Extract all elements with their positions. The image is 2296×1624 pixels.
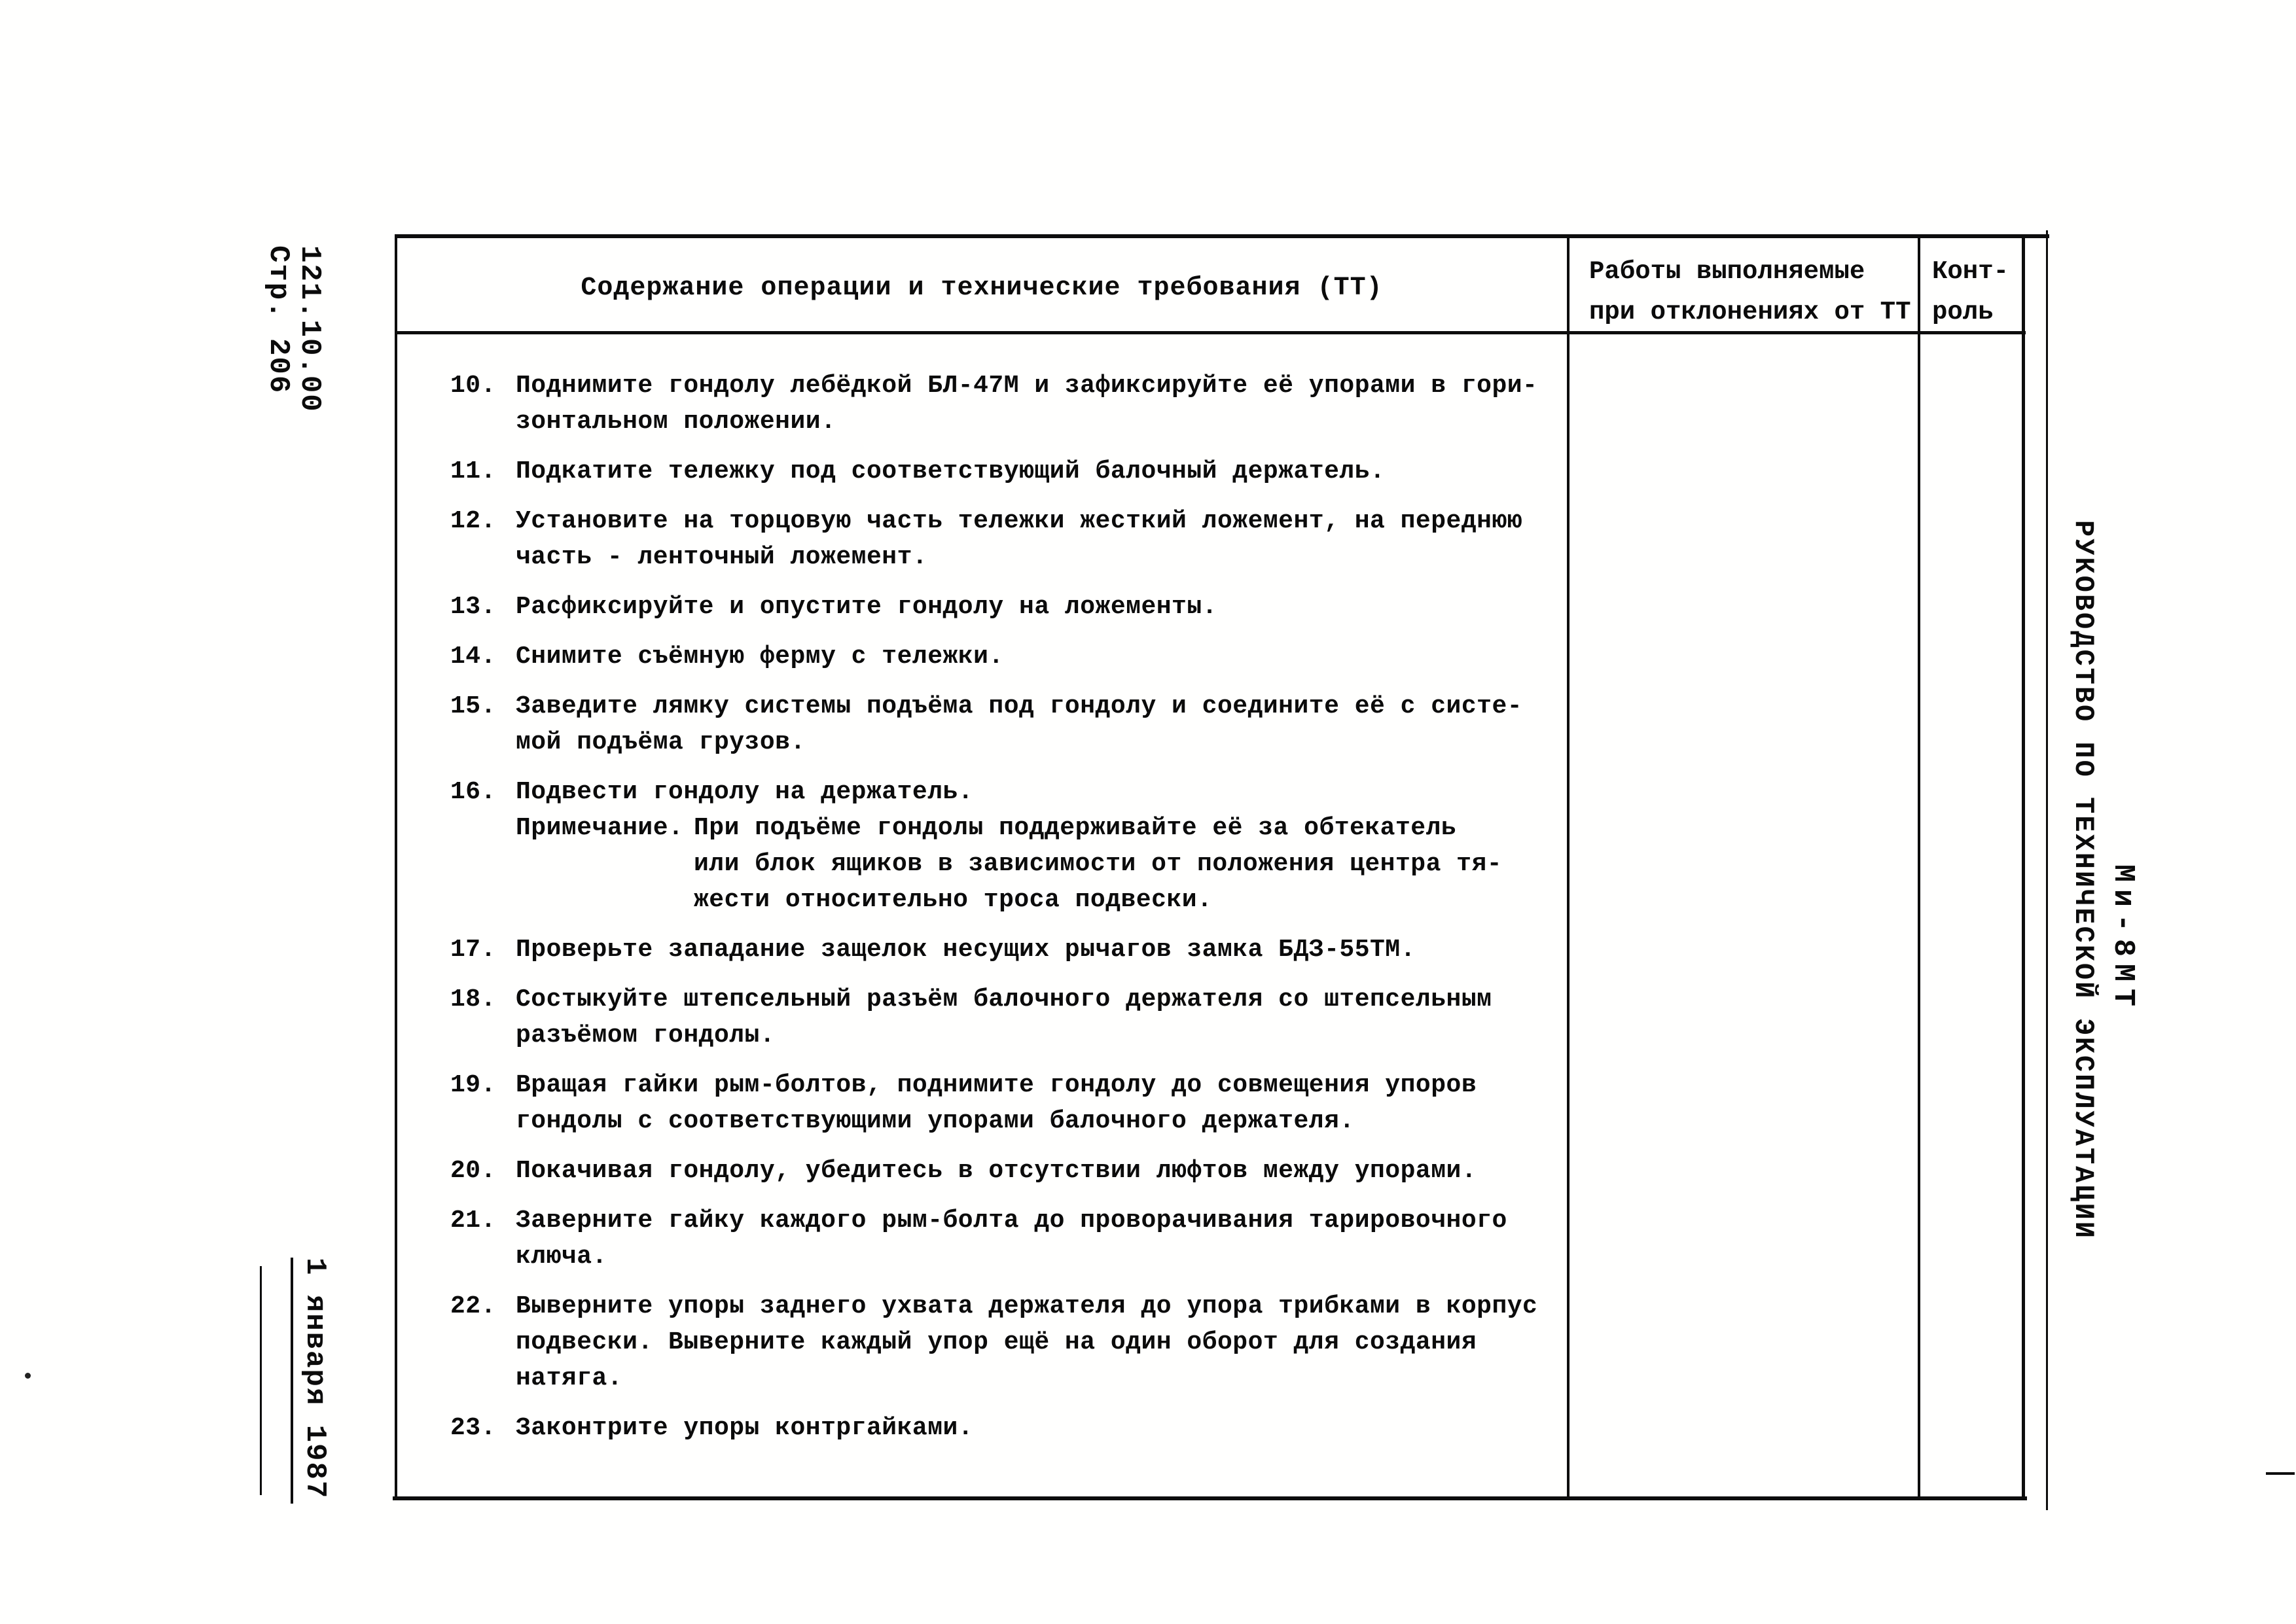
item-text-line: натяга. — [516, 1364, 623, 1392]
operation-item — [450, 932, 1558, 968]
item-text — [516, 503, 1558, 575]
item-number: 14. — [450, 643, 496, 671]
aircraft-model: Ми-8МТ — [2106, 864, 2140, 1014]
item-number: 19. — [450, 1071, 496, 1099]
operation-item — [450, 453, 1558, 489]
item-text-line: Состыкуйте штепсельный разъём балочного держателя со штепсельным — [516, 985, 1492, 1014]
column-header-control-line1: Конт- — [1932, 257, 2009, 286]
operation-item — [450, 1288, 1558, 1396]
operation-item — [450, 1410, 1558, 1446]
operation-item — [450, 688, 1558, 760]
operation-item — [450, 589, 1558, 625]
operation-item — [450, 981, 1558, 1053]
operation-item — [450, 1203, 1558, 1275]
item-text — [516, 368, 1558, 440]
page-edge-line — [2046, 230, 2048, 1510]
item-text — [516, 688, 1558, 760]
operation-item — [450, 368, 1558, 440]
column-header-control — [1932, 251, 2009, 332]
item-text — [516, 932, 1558, 968]
item-text-line: гондолы с соответствующими упорами балочного держателя. — [516, 1107, 1355, 1135]
operation-item — [450, 774, 1558, 918]
item-text-line: Выверните упоры заднего ухвата держателя до упора трибками в корпус — [516, 1292, 1538, 1320]
item-number: 17. — [450, 936, 496, 964]
item-text — [516, 981, 1558, 1053]
column-header-deviations — [1589, 251, 1910, 332]
manual-title: РУКОВОДСТВО ПО ТЕХНИЧЕСКОЙ ЭКСПЛУАТАЦИИ — [2068, 520, 2099, 1240]
item-text-line: ключа. — [516, 1243, 607, 1271]
item-text-line: Вращая гайки рым-болтов, поднимите гондолу до совмещения упоров — [516, 1071, 1477, 1099]
page-number: Стр. 206 — [262, 245, 295, 395]
item-number: 21. — [450, 1207, 496, 1235]
item-number: 10. — [450, 372, 496, 400]
operation-item — [450, 639, 1558, 675]
effective-date: 1 января 1987 — [291, 1258, 331, 1504]
column-divider-1 — [1567, 236, 1570, 1498]
item-number: 23. — [450, 1414, 496, 1442]
item-text-line: разъёмом гондолы. — [516, 1021, 776, 1050]
item-number: 15. — [450, 692, 496, 720]
column-header-operations: Содержание операции и технические требования (ТТ) — [581, 274, 1383, 303]
item-text-line: Покачивая гондолу, убедитесь в отсутствии люфтов между упорами. — [516, 1157, 1477, 1185]
item-text-line: Установите на торцовую часть тележки жесткий ложемент, на переднюю — [516, 507, 1523, 535]
item-text — [516, 1410, 1558, 1446]
item-text-line: Проверьте западание защелок несущих рычагов замка БДЗ-55ТМ. — [516, 936, 1416, 964]
operation-item — [450, 1067, 1558, 1139]
column-header-control-line2: роль — [1932, 298, 1994, 327]
operation-item — [450, 503, 1558, 575]
item-text-line: Поднимите гондолу лебёдкой БЛ-47М и зафиксируйте её упорами в гори- — [516, 372, 1538, 400]
item-text — [516, 774, 1558, 918]
column-header-deviations-line1: Работы выполняемые — [1589, 257, 1865, 286]
item-text-line: или блок ящиков в зависимости от положения центра тя- — [694, 850, 1503, 878]
table-border-bottom — [393, 1496, 2027, 1500]
item-number: 18. — [450, 985, 496, 1014]
item-text — [516, 589, 1558, 625]
scan-artifact-dot — [25, 1373, 31, 1379]
margin-dash — [2266, 1472, 2295, 1475]
table-border-left — [395, 234, 397, 1500]
item-text — [516, 1153, 1558, 1189]
table-border-top — [395, 234, 2049, 238]
item-text-line: подвески. Выверните каждый упор ещё на один оборот для создания — [516, 1328, 1477, 1356]
item-text-line: Снимите съёмную ферму с тележки. — [516, 643, 1004, 671]
item-text-line: жести относительно троса подвески. — [694, 886, 1213, 914]
item-number: 11. — [450, 457, 496, 485]
item-number: 22. — [450, 1292, 496, 1320]
note-label: Примечание. — [516, 814, 684, 842]
item-text — [516, 639, 1558, 675]
item-text-line: Расфиксируйте и опустите гондолу на ложементы. — [516, 593, 1217, 621]
doc-code: 121.10.00 — [293, 245, 326, 413]
item-text-line: При подъёме гондолы поддерживайте её за обтекатель — [694, 814, 1457, 842]
column-divider-2 — [1918, 236, 1920, 1498]
item-text-line: мой подъёма грузов. — [516, 728, 806, 756]
item-number: 13. — [450, 593, 496, 621]
table-border-right — [2022, 234, 2025, 1500]
item-number: 12. — [450, 507, 496, 535]
item-number: 20. — [450, 1157, 496, 1185]
footer-rule — [260, 1266, 262, 1495]
item-text-line: часть - ленточный ложемент. — [516, 543, 928, 571]
item-text — [516, 1203, 1558, 1275]
note-text — [694, 810, 1558, 918]
item-text-line: Законтрите упоры контргайками. — [516, 1414, 974, 1442]
page-stamp — [264, 245, 325, 415]
item-text-line: Заверните гайку каждого рым-болта до проворачивания тарировочного — [516, 1207, 1507, 1235]
item-text — [516, 1288, 1558, 1396]
item-note — [516, 810, 1558, 918]
item-text-line: Подвести гондолу на держатель. — [516, 778, 974, 806]
item-text — [516, 453, 1558, 489]
item-text-line: Заведите лямку системы подъёма под гондолу и соедините её с систе- — [516, 692, 1523, 720]
item-text — [516, 1067, 1558, 1139]
operation-list — [450, 368, 1558, 1460]
item-text-line: зонтальном положении. — [516, 408, 836, 436]
column-header-deviations-line2: при отклонениях от ТТ — [1589, 298, 1911, 327]
operation-item — [450, 1153, 1558, 1189]
item-text-line: Подкатите тележку под соответствующий балочный держатель. — [516, 457, 1386, 485]
item-number: 16. — [450, 778, 496, 806]
